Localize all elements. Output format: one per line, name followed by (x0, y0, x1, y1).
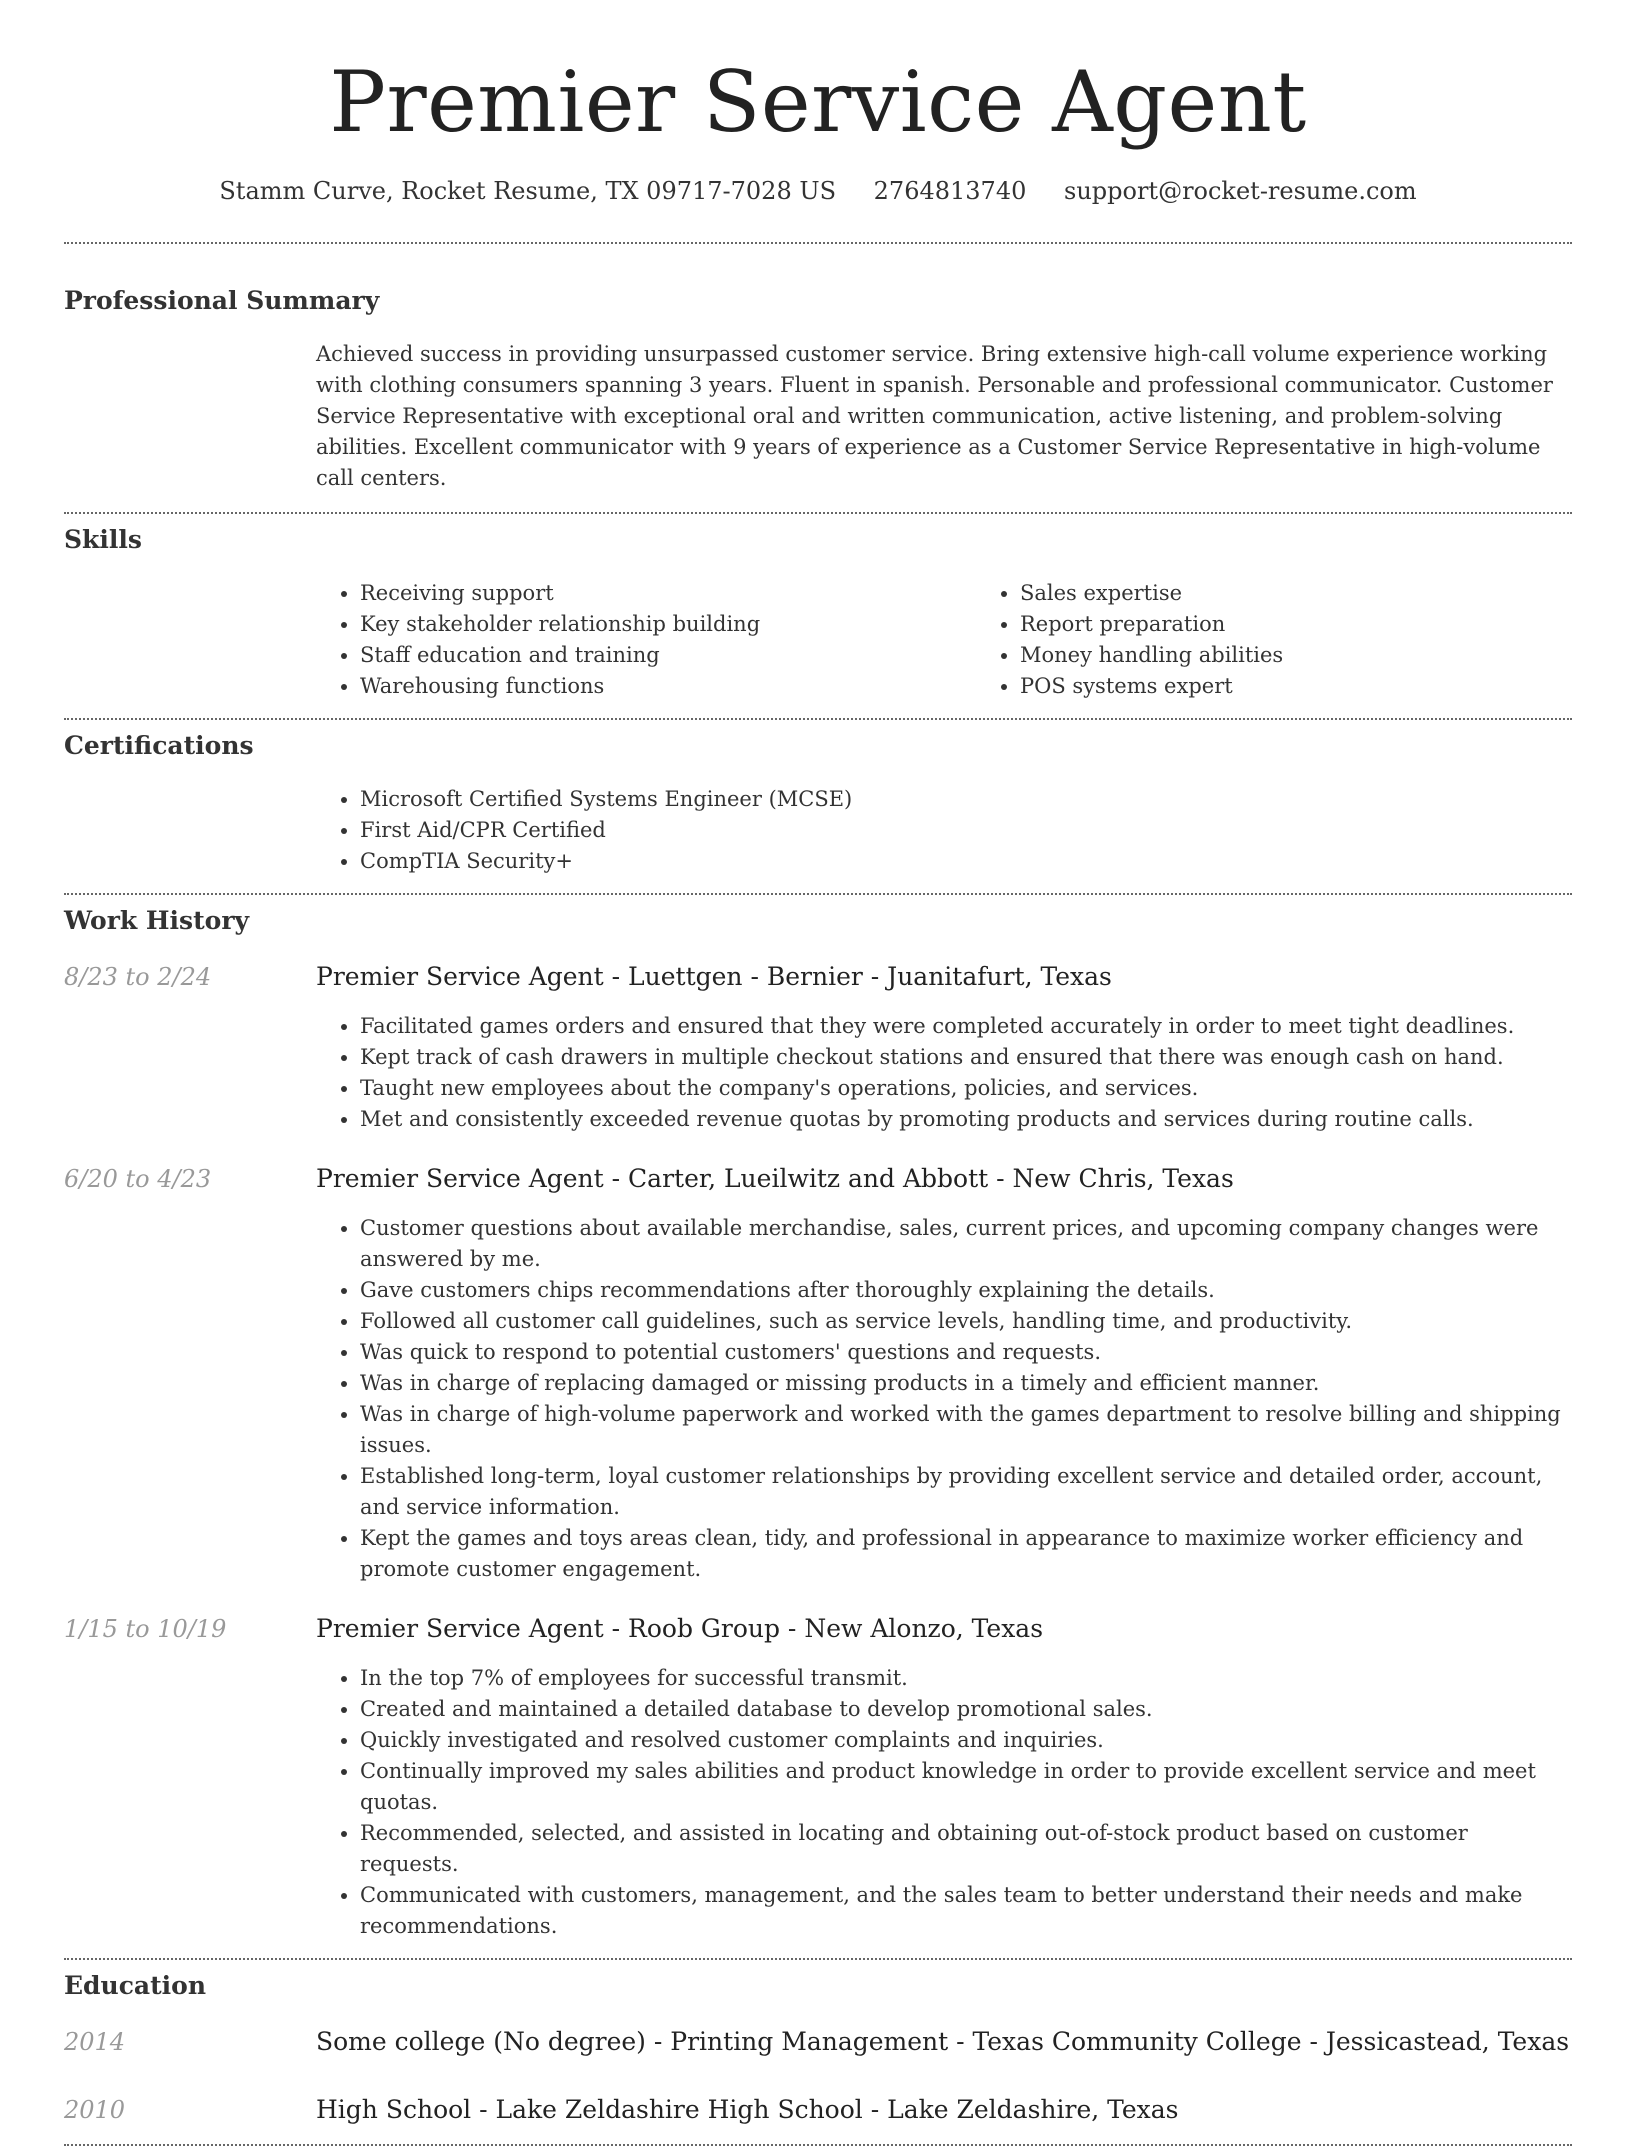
resume-page (64, 0, 1572, 2146)
skills-list-right (976, 578, 1632, 702)
certification-item: • First Aid/CPR Certified (360, 815, 1572, 846)
summary-section (64, 244, 1572, 494)
job-heading: Premier Service Agent - Luettgen - Bernier - Juanitafurt, Texas (316, 962, 1112, 991)
job-entry (64, 1163, 1572, 1585)
job-heading: Premier Service Agent - Carter, Lueilwitz and Abbott - New Chris, Texas (316, 1164, 1234, 1193)
skill-item: • Key stakeholder relationship building (360, 609, 976, 640)
summary-text: Achieved success in providing unsurpassed customer service. Bring extensive high-call volume experience working with clothing consumers spanning 3 years. Fluent in spanish. Personable and professional communicator. Customer Service Representative with exceptional oral and written communication, active listening, and problem-solving abilities. Excellent communicator with 9 years of experience as a Customer Service Representative in high-volume call centers. (316, 342, 1553, 490)
candidate-name: Premier Service Agent (329, 53, 1307, 151)
skill-item: • Staff education and training (360, 640, 976, 671)
job-bullet: • Communicated with customers, management, and the sales team to better understand their needs and make recommendations. (360, 1880, 1572, 1942)
phone-text: 2764813740 (873, 177, 1027, 205)
job-dates: 6/20 to 4/23 (64, 1165, 212, 1193)
job-bullet: • Continually improved my sales abilities and product knowledge in order to provide excellent service and meet quotas. (360, 1756, 1572, 1818)
job-bullet: • Was quick to respond to potential customers' questions and requests. (360, 1337, 1572, 1368)
summary-heading: Professional Summary (64, 286, 380, 315)
skill-item: • POS systems expert (1020, 671, 1632, 702)
job-bullet: • Customer questions about available merchandise, sales, current prices, and upcoming company changes were answered by me. (360, 1213, 1572, 1275)
education-heading: Education (64, 1971, 207, 2000)
job-bullet: • Quickly investigated and resolved customer complaints and inquiries. (360, 1725, 1572, 1756)
email-text: support@rocket-resume.com (1064, 177, 1417, 205)
certification-item: • CompTIA Security+ (360, 846, 1572, 877)
skills-heading: Skills (64, 525, 142, 554)
education-text: Some college (No degree) - Printing Management - Texas Community College - Jessicastead, Texas (316, 2027, 1570, 2056)
job-bullet: • Followed all customer call guidelines, such as service levels, handling time, and productivity. (360, 1306, 1572, 1337)
certification-item: • Microsoft Certified Systems Engineer (MCSE) (360, 784, 1572, 815)
job-bullet: • Facilitated games orders and ensured that they were completed accurately in order to meet tight deadlines. (360, 1011, 1572, 1042)
job-bullet: • Was in charge of replacing damaged or missing products in a timely and efficient manner. (360, 1368, 1572, 1399)
job-bullet: • Kept track of cash drawers in multiple checkout stations and ensured that there was enough cash on hand. (360, 1042, 1572, 1073)
education-year: 2010 (64, 2096, 126, 2124)
certifications-section (64, 720, 1572, 877)
education-section (64, 1960, 1572, 2126)
education-entry (64, 2026, 1572, 2058)
skills-list-left (316, 578, 976, 702)
job-bullet: • Created and maintained a detailed database to develop promotional sales. (360, 1694, 1572, 1725)
job-bullet: • Gave customers chips recommendations after thoroughly explaining the details. (360, 1275, 1572, 1306)
job-bullets (316, 1011, 1572, 1135)
job-bullet: • Kept the games and toys areas clean, tidy, and professional in appearance to maximize worker efficiency and promote customer engagement. (360, 1523, 1572, 1585)
job-bullet: • Established long-term, loyal customer relationships by providing excellent service and detailed order, account, and service information. (360, 1461, 1572, 1523)
skill-item: • Warehousing functions (360, 671, 976, 702)
skill-item: • Money handling abilities (1020, 640, 1632, 671)
job-heading: Premier Service Agent - Roob Group - New Alonzo, Texas (316, 1614, 1044, 1643)
skills-section (64, 514, 1572, 702)
job-bullet: • Taught new employees about the company's operations, policies, and services. (360, 1073, 1572, 1104)
skill-item: • Sales expertise (1020, 578, 1632, 609)
work-history-section (64, 895, 1572, 1942)
job-dates: 8/23 to 2/24 (64, 963, 212, 991)
address-text: Stamm Curve, Rocket Resume, TX 09717-7028 US (219, 177, 837, 205)
skill-item: • Report preparation (1020, 609, 1632, 640)
skill-item: • Receiving support (360, 578, 976, 609)
job-bullet: • Met and consistently exceeded revenue quotas by promoting products and services during routine calls. (360, 1104, 1572, 1135)
education-text: High School - Lake Zeldashire High School - Lake Zeldashire, Texas (316, 2095, 1179, 2124)
certifications-heading: Certifications (64, 731, 254, 760)
job-bullets (316, 1663, 1572, 1942)
education-year: 2014 (64, 2028, 126, 2056)
job-bullet: • In the top 7% of employees for successful transmit. (360, 1663, 1572, 1694)
work-history-heading: Work History (64, 906, 250, 935)
education-entry (64, 2094, 1572, 2126)
job-bullet: • Was in charge of high-volume paperwork and worked with the games department to resolve billing and shipping issues. (360, 1399, 1572, 1461)
resume-header (64, 54, 1572, 206)
job-entry (64, 1613, 1572, 1942)
job-bullets (316, 1213, 1572, 1585)
contact-line (64, 176, 1572, 206)
certifications-list (316, 784, 1572, 877)
job-bullet: • Recommended, selected, and assisted in locating and obtaining out-of-stock product based on customer requests. (360, 1818, 1572, 1880)
job-dates: 1/15 to 10/19 (64, 1615, 227, 1643)
job-entry (64, 961, 1572, 1135)
